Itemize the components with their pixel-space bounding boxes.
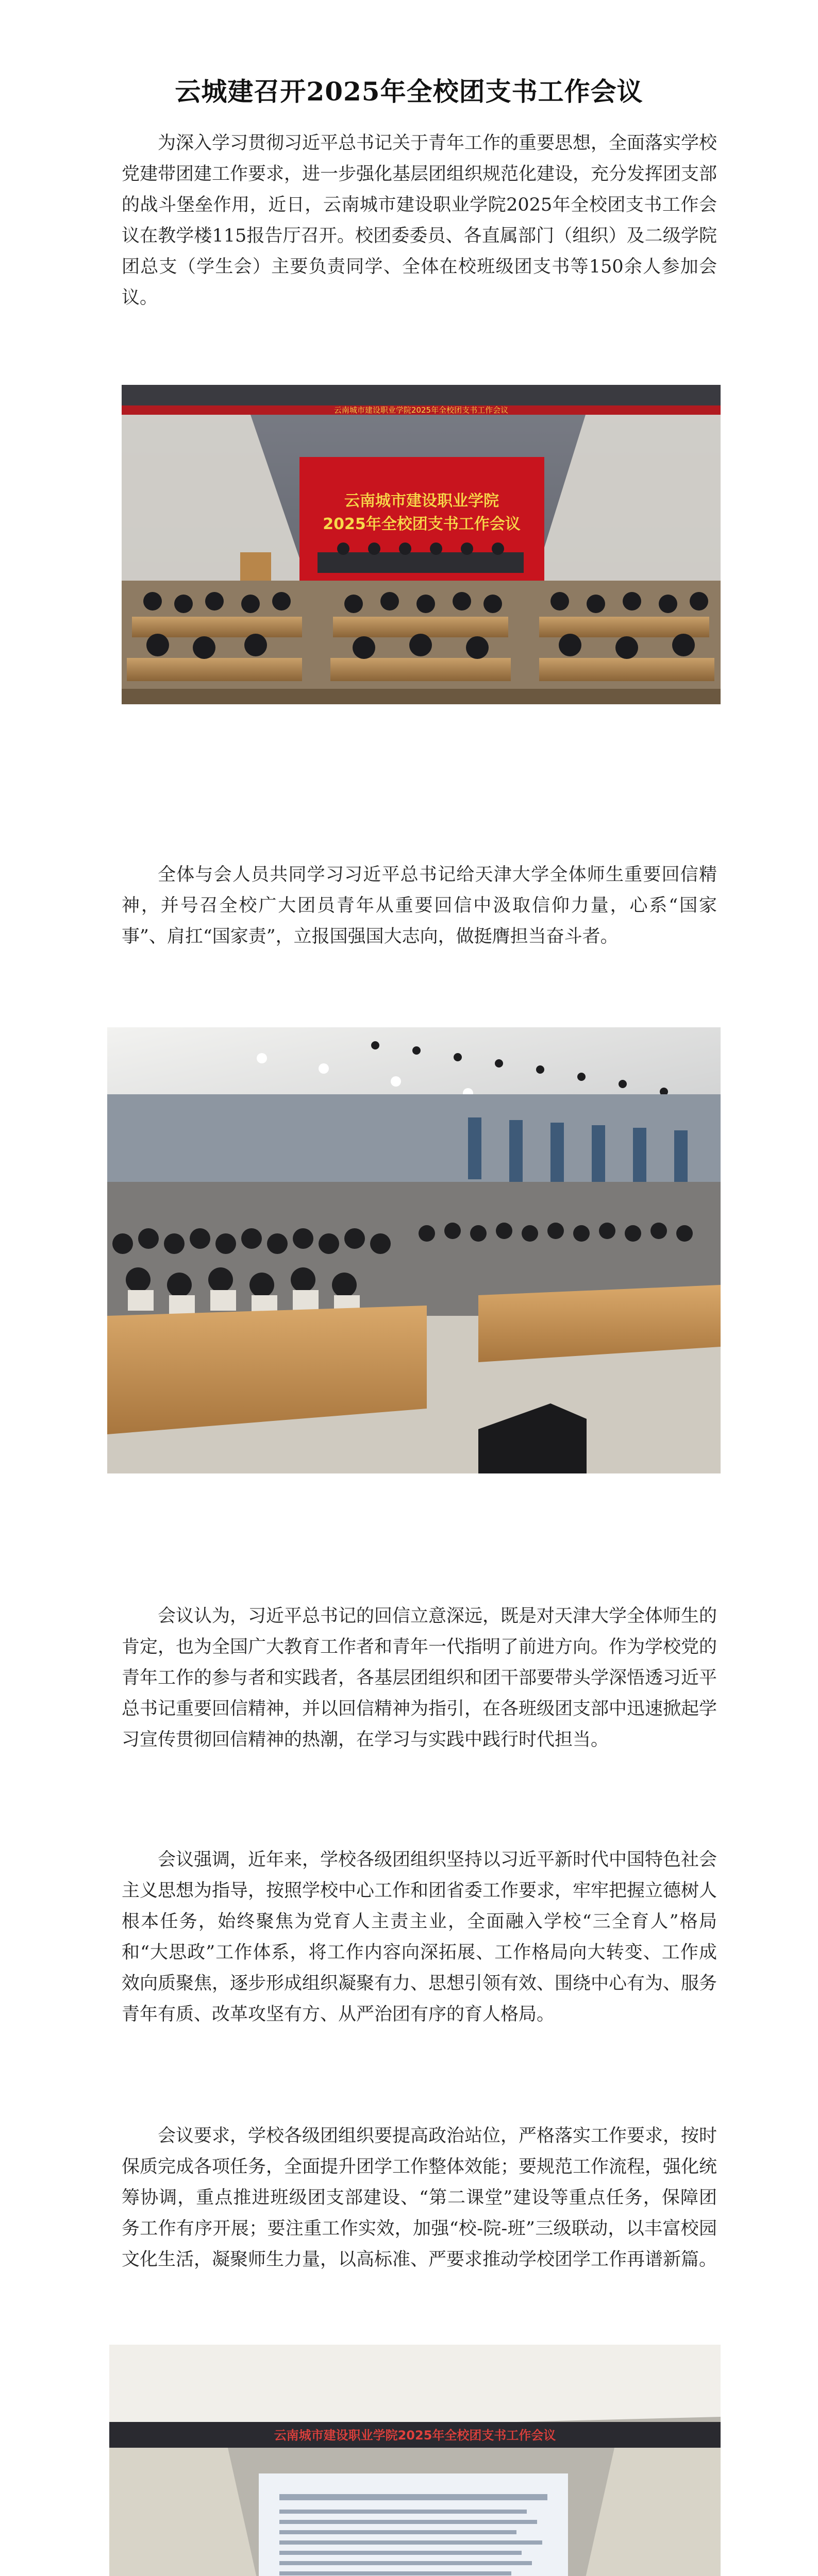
presentation-screen — [259, 2473, 568, 2576]
article-title: 云城建召开2025年全校团支书工作会议 — [175, 76, 643, 107]
paragraph-4: 会议强调，近年来，学校各级团组织坚持以习近平新时代中国特色社会主义思想为指导，按照学校中心工作和团省委工作要求，牢牢把握立德树人根本任务，始终聚焦为党育人主责主业，全面融入学校“三全育人”格局和“大思政”工作体系，将工作内容向深拓展、工作格局向大转变、工作成效向质聚焦，逐步形成组织凝聚有力、思想引领有效、围绕中心有为、服务青年有质、改革攻坚有方、从严治团有序的育人格局。 — [122, 1850, 717, 2025]
top-banner-text: 云南城市建设职业学院2025年全校团支书工作会议 — [333, 405, 509, 415]
audience-image — [107, 1027, 721, 1473]
paragraph-5: 会议要求，学校各级团组织要提高政治站位，严格落实工作要求，按时保质完成各项任务，全面提升团学工作整体效能；要规范工作流程，强化统筹协调，重点推进班级团支部建设、“第二课堂”建设等重点任务，保障团务工作有序开展；要注重工作实效，加强“校-院-班”三级联动，以丰富校园文化生活，凝聚师生力量，以高标准、严要求推动学校团学工作再谱新篇。 — [122, 2126, 717, 2270]
meeting-hall-image — [122, 385, 721, 704]
meeting-photo-1 — [122, 385, 721, 704]
meeting-photo-3 — [109, 2345, 721, 2576]
paragraph-3: 会议认为，习近平总书记的回信立意深远，既是对天津大学全体师生的肯定，也为全国广大教育工作者和青年一代指明了前进方向。作为学校党的青年工作的参与者和实践者，各基层团组织和团干部要带头学深悟透习近平总书记重要回信精神，并以回信精神为指引，在各班级团支部中迅速掀起学习宣传贯彻回信精神的热潮，在学习与实践中践行时代担当。 — [122, 1606, 717, 1750]
banner-line-2: 2025年全校团支书工作会议 — [323, 515, 521, 533]
photo3-banner-text: 云南城市建设职业学院2025年全校团支书工作会议 — [274, 2428, 556, 2443]
banner-line-1: 云南城市建设职业学院 — [344, 492, 499, 510]
meeting-photo-2 — [107, 1027, 721, 1473]
paragraph-2: 全体与会人员共同学习习近平总书记给天津大学全体师生重要回信精神，并号召全校广大团员青年从重要回信中汲取信仰力量，心系“国家事”、肩扛“国家责”，立报国强国大志向，做挺膺担当奋斗者。 — [122, 865, 717, 947]
paragraph-1: 为深入学习贯彻习近平总书记关于青年工作的重要思想，全面落实学校党建带团建工作要求，进一步强化基层团组织规范化建设，充分发挥团支部的战斗堡垒作用，近日，云南城市建设职业学院2025年全校团支书工作会议在教学楼115报告厅召开。校团委委员、各直属部门（组织）及二级学院团总支（学生会）主要负责同学、全体在校班级团支书等150余人参加会议。 — [122, 133, 717, 308]
presentation-hall-image — [109, 2345, 721, 2576]
